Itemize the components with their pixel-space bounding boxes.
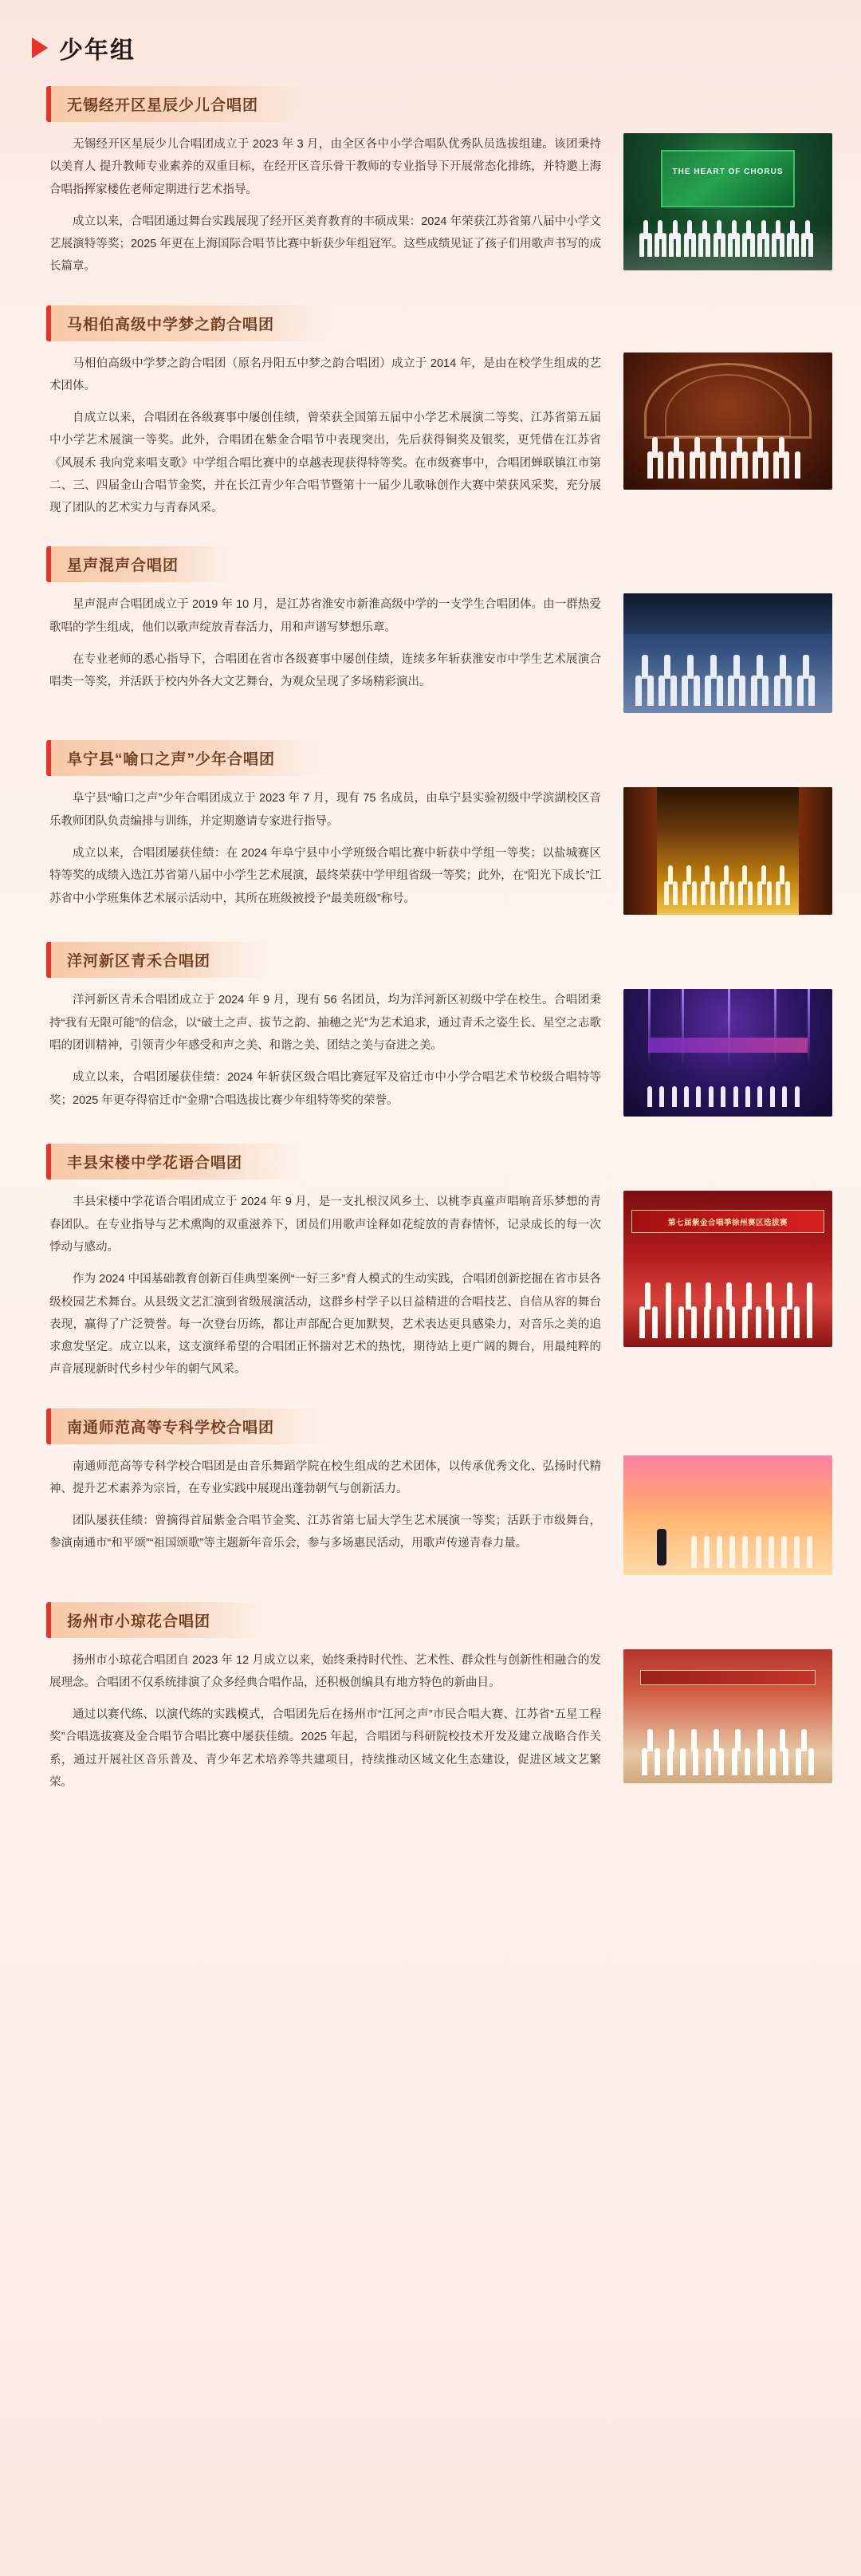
choir-name: 马相伯高级中学梦之韵合唱团 (67, 316, 275, 333)
choir-entry (29, 942, 832, 1117)
page-title: 少年组 (59, 37, 136, 64)
stage-performance-photo-concert-hall (623, 1649, 832, 1783)
choir-photo (623, 133, 832, 270)
stage-performance-photo-sunset-choir (623, 1455, 832, 1575)
paragraph: 星声混声合唱团成立于 2019 年 10 月，是江苏省淮安市新淮高级中学的一支学生合唱团体。由一群热爱歌唱的学生组成，他们以歌声绽放青春活力，用和声谱写梦想乐章。 (49, 598, 601, 634)
choir-photo (623, 1455, 832, 1575)
choir-rows (636, 1260, 820, 1338)
choir-photo (623, 989, 832, 1117)
paragraph: 无锡经开区星辰少儿合唱团成立于 2023 年 3 月，由全区各中小学合唱队优秀队员选拔组建。该团秉持以美育人 提升教师专业素养的双重目标，在经开区音乐骨干教师的专业指导下开展常态化排练，并特邀上海合唱指挥家楼佐老师定期进行艺术指导。 (49, 138, 601, 196)
choir-rows (661, 849, 795, 904)
paragraph: 成立以来，合唱团屡获佳绩：2024 年斩获区级合唱比赛冠军及宿迁市中小学合唱艺术节校级合唱特等奖；2025 年更夺得宿迁市“金鼎”合唱选拔比赛少年组特等奖的荣誉。 (49, 1071, 601, 1107)
choir-title-bar (46, 740, 331, 776)
paragraph: 自成立以来，合唱团在各级赛事中屡创佳绩，曾荣获全国第五届中小学艺术展演二等奖、江苏省第五届中小学艺术展演一等奖。此外，合唱团在紫金合唱节中表现突出，先后获得铜奖及银奖，更凭借在江苏省《风展禾 我向党来唱支歌》中学组合唱比赛中的卓越表现获得特等奖。在市级赛事中，合唱团蝉联镇江市第二、三、四届金山合唱节金奖，并在长江青少年合唱节暨第十一届少儿歌咏创作大赛中荣获风采奖，充分展现了团队的艺术实力与青春风采。 (49, 412, 601, 515)
backdrop (623, 593, 832, 634)
choir-description (29, 133, 606, 278)
choir-title-bar (46, 1602, 266, 1638)
choir-title-bar (46, 546, 234, 582)
stage-performance-photo-golden-hall (623, 787, 832, 915)
choir-title-bar (46, 1408, 330, 1444)
stage-performance-photo-warm-hall (623, 353, 832, 490)
choir-photo (623, 1191, 832, 1347)
paragraph: 成立以来，合唱团屡获佳绩：在 2024 年阜宁县中小学班级合唱比赛中斩获中学组一等奖；以盐城赛区特等奖的成绩入选江苏省第八届中小学生艺术展演，最终荣获中学甲组省级一等奖；此外，在“阳光下成长”江苏省中小学班集体艺术展示活动中，其所在班级被授予“最美班级”称号。 (49, 846, 601, 905)
choir-title-bar (46, 942, 266, 978)
paragraph: 南通师范高等专科学校合唱团是由音乐舞蹈学院在校生组成的艺术团体，以传承优秀文化、弘扬时代精神、提升艺术素养为宗旨，在专业实践中展现出蓬勃朝气与创新活力。 (49, 1459, 601, 1495)
choir-photo (623, 787, 832, 915)
paragraph: 扬州市小琼花合唱团自 2023 年 12 月成立以来，始终秉持时代性、艺术性、群众性与创新性相融合的发展理念。合唱团不仅系统排演了众多经典合唱作品，还积极创编具有地方特色的新曲目。 (49, 1653, 601, 1689)
choir-description (29, 1455, 606, 1555)
stage-performance-photo-blue-choir (623, 593, 832, 713)
stage-performance-photo-red-banner (623, 1191, 832, 1347)
choir-rows (636, 1506, 820, 1568)
stage-performance-photo-green-screen (623, 133, 832, 270)
choir-rows (640, 1063, 816, 1106)
choir-name: 星声混声合唱团 (67, 557, 179, 575)
choir-title-bar (46, 1144, 298, 1180)
choir-description (29, 989, 606, 1111)
choir-description (29, 787, 606, 909)
choir-rows (636, 1716, 820, 1775)
paragraph: 在专业老师的悉心指导下，合唱团在省市各级赛事中屡创佳绩，连续多年斩获淮安市中学生艺术展演合唱类一等奖，并活跃于校内外各大文艺舞台，为观众呈现了多场精彩演出。 (49, 652, 601, 689)
choir-rows (636, 207, 820, 257)
choir-title-bar (46, 305, 330, 341)
choir-name: 无锡经开区星辰少儿合唱团 (67, 97, 259, 114)
choir-description (29, 593, 606, 693)
event-banner (640, 1670, 816, 1684)
event-banner (631, 1210, 824, 1233)
choir-description (29, 353, 606, 520)
choir-rows (640, 426, 816, 478)
paragraph: 马相伯高级中学梦之韵合唱团（原名丹阳五中梦之韵合唱团）成立于 2014 年，是由在校学生组成的艺术团体。 (49, 356, 601, 392)
choir-photo (623, 593, 832, 713)
choir-name: 阜宁县“喻口之声”少年合唱团 (67, 751, 276, 769)
event-banner-text: 第七届紫金合唱季徐州赛区选拔赛 (667, 1218, 788, 1227)
choir-photo (623, 353, 832, 490)
stage-curtain-right (799, 787, 832, 915)
choir-entry (29, 1602, 832, 1794)
paragraph: 阜宁县“喻口之声”少年合唱团成立于 2023 年 7 月，现有 75 名成员，由阜宁县实验初级中学滨湖校区音乐教师团队负责编排与训练，并定期邀请专家进行指导。 (49, 792, 601, 828)
paragraph: 成立以来，合唱团通过舞台实践展现了经开区美育教育的丰硕成果：2024 年荣获江苏省第八届中小学文艺展演特等奖；2025 年更在上海国际合唱节比赛中斩获少年组冠军。这些成绩见证了孩子们用歌声书写的成长篇章。 (49, 215, 602, 274)
stage-banner (648, 1038, 807, 1053)
choir-name: 洋河新区青禾合唱团 (67, 953, 211, 971)
choir-entry (29, 546, 832, 713)
choir-title-bar (46, 86, 314, 122)
choir-name: 丰县宋楼中学花语合唱团 (67, 1155, 243, 1172)
choir-rows (631, 636, 824, 706)
paragraph: 通过以赛代练、以演代练的实践模式，合唱团先后在扬州市“江河之声”市民合唱大赛、江苏省“五星工程奖”合唱选拔赛及金合唱节合唱比赛中屡获佳绩。2025 年起，合唱团与科研院校技术开发及建立战略合作关系，通过开展社区音乐普及、青少年艺术培养等共建项目，持续推动区域文化生态建设，促进区域文艺繁荣。 (49, 1708, 601, 1789)
choir-entry (29, 305, 832, 520)
screen-caption: THE HEART OF CHORUS (672, 167, 784, 177)
paragraph: 作为 2024 中国基础教育创新百佳典型案例“一好三多”育人模式的生动实践，合唱团创新挖掘在省市县各级校园艺术舞台。从县级文艺汇演到省级展演活动，这群乡村学子以日益精进的合唱技艺、自信从容的舞台表现，赢得了广泛赞誉。每一次登台历练，都让声部配合更加默契，艺术表达更具感染力，对音乐之美的追求愈发坚定。成立以来，这支演绎希望的合唱团正怀揣对艺术的热忱，期待站上更广阔的舞台，用最纯粹的声音展现新时代乡村少年的朝气风采。 (49, 1273, 601, 1377)
paragraph: 洋河新区青禾合唱团成立于 2024 年 9 月，现有 56 名团员，均为洋河新区初级中学在校生。合唱团秉持“我有无限可能”的信念，以“破土之声、拔节之韵、抽穗之光”为艺术追求，通过青禾之姿生长、星空之志歌唱的团训精神，引领青少年感受和声之美、和谐之美、团结之美与奋进之美。 (49, 994, 601, 1052)
paragraph: 团队屡获佳绩：曾摘得首届紫金合唱节金奖、江苏省第七届大学生艺术展演一等奖；活跃于市级舞台，参演南通市“和平颂”“祖国颂歌”等主题新年音乐会，参与多场惠民活动，用歌声传递青春力量。 (49, 1514, 601, 1550)
triangle-right-icon (32, 37, 48, 58)
stage-performance-photo-purple-lights (623, 989, 832, 1117)
led-screen (661, 150, 795, 207)
choir-description (29, 1649, 606, 1794)
stage-curtain-left (623, 787, 657, 915)
choir-entry (29, 1408, 832, 1575)
choir-name: 扬州市小琼花合唱团 (67, 1613, 211, 1630)
choir-name: 南通师范高等专科学校合唱团 (67, 1419, 275, 1436)
paragraph: 丰县宋楼中学花语合唱团成立于 2024 年 9 月，是一支扎根汉风乡土、以桃李真童声唱响音乐梦想的青春团队。在专业指导与艺术熏陶的双重滋养下，团员们用歌声诠释如花绽放的青春情怀，记录成长的每一次悸动与感动。 (49, 1195, 601, 1254)
choir-entry (29, 86, 832, 278)
choir-entry (29, 1144, 832, 1381)
choir-photo (623, 1649, 832, 1783)
choir-description (29, 1191, 606, 1381)
choir-entry (29, 740, 832, 915)
section-header (32, 30, 832, 65)
